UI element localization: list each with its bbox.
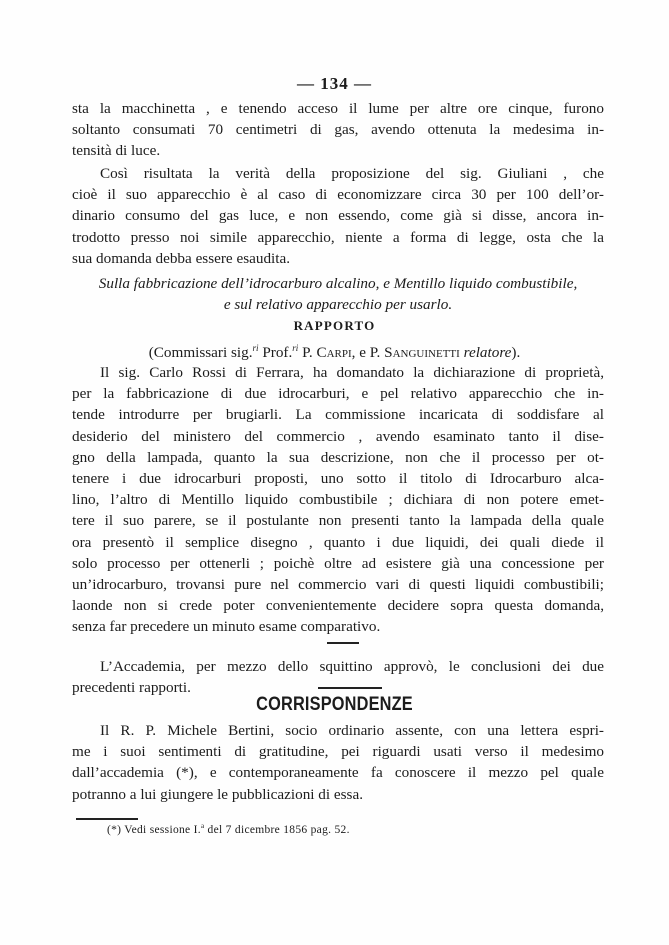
text-line: laonde non si crede poter convenientemente decidere sopra questa domanda, [72, 597, 604, 615]
commissioner-name: Carpi [316, 344, 352, 362]
paragraph-bertini-letter [72, 720, 604, 805]
text-line: tere il suo parere, se il postulante non presenti tanto la lampada della quale [72, 512, 604, 530]
text-line: sua domanda debba essere esaudita. [72, 249, 291, 267]
text-line: tende introdurre per brugiarli. La commissione incaricata di soddisfare al [72, 406, 604, 424]
text-line: dinario consumo del gas luce, e non essendo, come già si disse, ancora in- [72, 207, 604, 225]
text-line: dall’accademia (*), e contemporaneamente fa conoscere il mezzo pel quale [72, 764, 604, 782]
separator-rule [318, 687, 382, 689]
text-line: Il sig. Carlo Rossi di Ferrara, ha domandato la dichiarazione di proprietà, [100, 364, 604, 381]
text-line: potranno a lui giungere le pubblicazioni di essa. [72, 785, 364, 803]
page-number: — 134 — [297, 74, 372, 93]
subject-heading-line-1: Sulla fabbricazione dell’idrocarburo alcalino, e Mentillo liquido combustibile, [98, 275, 578, 292]
subject-heading-line-2: e sul relativo apparecchio per usarlo. [223, 296, 453, 313]
footnote: (*) Vedi sessione I.$^a$ del 7 dicembre 1856 pag. 52. [107, 822, 350, 836]
text-line: me i suoi sentimenti di gratitudine, pei riguardi usati verso il medesimo [72, 743, 604, 761]
text-line: desiderio del ministero del commercio , avendo esaminato tanto il dise- [72, 427, 604, 445]
text-line: cioè il suo apparecchio è al caso di economizzare circa 30 per 100 dell’or- [72, 186, 604, 204]
separator-rule [327, 642, 359, 644]
text-line: ora presentò il semplice disegno , quanto i due liquidi, dei quali diede il [72, 533, 604, 551]
paragraph-academy-approval [72, 656, 604, 698]
text-line: per la fabbricazione di due idrocarburi, e pel relativo apparecchio che in- [72, 385, 604, 403]
text-line: sta la macchinetta , e tenendo acceso il lume per altre ore cinque, furono [72, 100, 604, 117]
footnote-rule [76, 818, 138, 820]
text-line: soltanto consumati 70 centimetri di gas, avendo ottenuta la medesima in- [72, 121, 604, 139]
paragraph-gas-consumption [72, 98, 604, 162]
paragraph-rossi-report [72, 362, 604, 637]
section-heading: CORRISPONDENZE [256, 694, 413, 715]
text-line: solo processo per ottenerli ; poichè oltre ad esistere già una concessione per [72, 554, 604, 572]
subject-heading [72, 273, 604, 315]
text-line: senza far precedere un minuto esame comparativo. [72, 618, 381, 636]
text-line: lino, l’altro di Mentillo liquido combustibile ; dichiara di non potere emet- [72, 491, 604, 509]
text-line: Il R. P. Michele Bertini, socio ordinario assente, con una lettera espri- [100, 722, 604, 739]
paragraph-giuliani-conclusion [72, 163, 604, 269]
text-line: un’idrocarburo, trovansi pure nel commercio vari di questi liquidi combustibili; [72, 575, 604, 593]
text-line: gno della lampada, quanto la sua descrizione, non che il processo per ot- [72, 448, 604, 466]
commissioners-line: (Commissari sig.$^{ri}$ Prof.$^{ri}$ P. Carpi, e P. Sanguinetti relatore). [148, 343, 521, 362]
text-line: tensità di luce. [72, 142, 161, 160]
text-line: precedenti rapporti. [72, 679, 191, 697]
commissioner-name: Sanguinetti [384, 344, 460, 362]
text-line: L’Accademia, per mezzo dello squittino approvò, le conclusioni dei due [100, 658, 604, 675]
report-label: RAPPORTO [293, 318, 376, 333]
text-line: Così risultata la verità della proposizione del sig. Giuliani , che [100, 165, 604, 182]
text-line: trodotto presso noi simile apparecchio, niente a forma di legge, osta che la [72, 228, 604, 246]
text-line: tenere i due idrocarburi proposti, uno sotto il titolo di Idrocarburo alca- [72, 469, 604, 487]
